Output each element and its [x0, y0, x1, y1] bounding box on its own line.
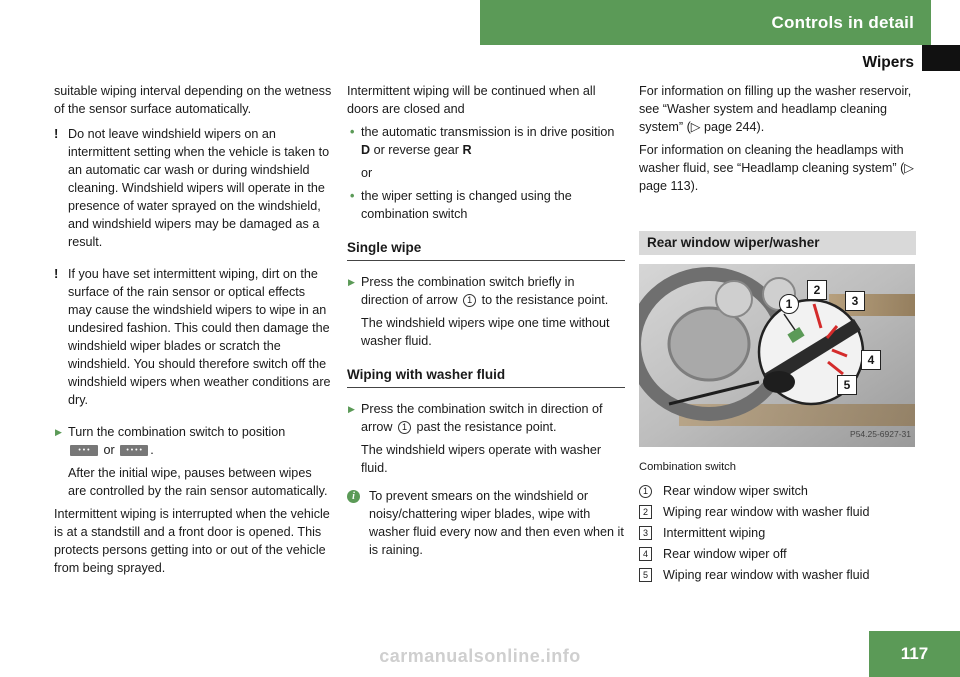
- page-number: 117: [869, 631, 960, 677]
- column-middle: [347, 82, 625, 559]
- info-note: i To prevent smears on the windshield or noisy/chattering wiper blades, wipe with washer fluid every now and then even when it is raining.: [347, 487, 625, 559]
- instruction-step: ▶ Press the combination switch briefly in direction of arrow 1 to the resistance point.: [348, 275, 609, 307]
- callout-3-icon: 3: [639, 526, 652, 540]
- legend-item: 2 Wiping rear window with washer fluid: [639, 503, 916, 521]
- warning-text: If you have set intermittent wiping, dirt on the surface of the rain sensor or optical effects may cause the windshield wipers to wipe in an undesired fashion. This could then damage the windshield wiper blades or scratch the windshield. You should therefore switch off the windshield wipers when weather conditions are dry.: [68, 267, 331, 407]
- legend-item: 5 Wiping rear window with washer fluid: [639, 566, 916, 584]
- heading-washer-fluid: Wiping with washer fluid: [347, 366, 625, 388]
- combination-switch-figure: [639, 264, 915, 447]
- paragraph: Intermittent wiping will be continued when all doors are closed and: [347, 84, 596, 116]
- triangle-right-icon: ▶: [55, 427, 62, 437]
- bullet-icon: •: [350, 189, 355, 203]
- intermittent-1-icon: [70, 445, 98, 456]
- warning-note: [54, 265, 332, 409]
- legend-item: 3 Intermittent wiping: [639, 524, 916, 542]
- step-note: After the initial wipe, pauses between wipes are controlled by the rain sensor automatically.: [68, 466, 328, 498]
- list-item: • the wiper setting is changed using the combination switch: [350, 189, 572, 221]
- heading-rear-wiper: Rear window wiper/washer: [639, 231, 916, 255]
- paragraph: For information on filling up the washer reservoir, see “Washer system and headlamp cleaning system” (▷ page 244).: [639, 84, 912, 134]
- page-reference-icon: ▷: [904, 161, 914, 175]
- column-left: [54, 82, 332, 582]
- legend-item: 4 Rear window wiper off: [639, 545, 916, 563]
- warning-note: [54, 125, 332, 251]
- figure-callout-1: 1: [779, 294, 799, 314]
- figure-callout-4: 4: [861, 350, 881, 370]
- column-right: [639, 82, 916, 587]
- figure-code: P54.25-6927-31: [850, 429, 911, 439]
- instruction-step: ▶ Turn the combination switch to position • • • or • • • • .: [54, 423, 332, 459]
- heading-single-wipe: Single wipe: [347, 239, 625, 261]
- callout-1-icon: 1: [398, 421, 411, 434]
- callout-5-icon: 5: [639, 568, 652, 582]
- header-tab: [922, 45, 960, 71]
- paragraph: suitable wiping interval depending on the wetness of the sensor surface automatically.: [54, 84, 332, 116]
- figure-caption: Combination switch: [639, 461, 737, 473]
- instruction-step: ▶ Press the combination switch in direction of arrow 1 past the resistance point.: [348, 402, 603, 434]
- exclamation-icon: !: [54, 126, 59, 141]
- step-note: The windshield wipers operate with washer fluid.: [361, 443, 602, 475]
- or-label: or: [361, 166, 373, 180]
- paragraph: For information on cleaning the headlamps with washer fluid, see “Headlamp cleaning system” (▷ page 113).: [639, 143, 914, 193]
- list-item: • the automatic transmission is in drive position D or reverse gear R: [350, 125, 615, 157]
- figure-callout-3: 3: [845, 291, 865, 311]
- figure-callout-5: 5: [837, 375, 857, 395]
- chapter-header: [480, 0, 931, 45]
- watermark: carmanualsonline.info: [379, 646, 581, 666]
- info-icon: i: [347, 490, 360, 503]
- callout-2-icon: 2: [639, 505, 652, 519]
- step-note: The windshield wipers wipe one time without washer fluid.: [361, 316, 610, 348]
- triangle-right-icon: ▶: [348, 404, 355, 414]
- callout-1-icon: 1: [639, 485, 652, 498]
- legend-item: 1 Rear window wiper switch: [639, 482, 916, 500]
- figure-callout-2: 2: [807, 280, 827, 300]
- section-title: Wipers: [862, 54, 914, 71]
- bullet-icon: •: [350, 125, 355, 139]
- paragraph: Intermittent wiping is interrupted when the vehicle is at a standstill and a front door is opened. This protects persons getting into or out of the vehicle from being sprayed.: [54, 507, 330, 575]
- warning-text: Do not leave windshield wipers on an intermittent setting when the vehicle is taken to an automatic car wash or during windshield cleaning. Windshield wipers will operate in the presence of water sprayed on the windshield, and windshield wipers may be damaged as a result.: [68, 127, 330, 249]
- page-reference-icon: ▷: [690, 120, 701, 134]
- intermittent-2-icon: [120, 445, 148, 456]
- triangle-right-icon: ▶: [348, 277, 355, 287]
- callout-1-icon: 1: [463, 294, 476, 307]
- exclamation-icon: !: [54, 266, 59, 281]
- callout-4-icon: 4: [639, 547, 652, 561]
- chapter-title: Controls in detail: [771, 12, 914, 32]
